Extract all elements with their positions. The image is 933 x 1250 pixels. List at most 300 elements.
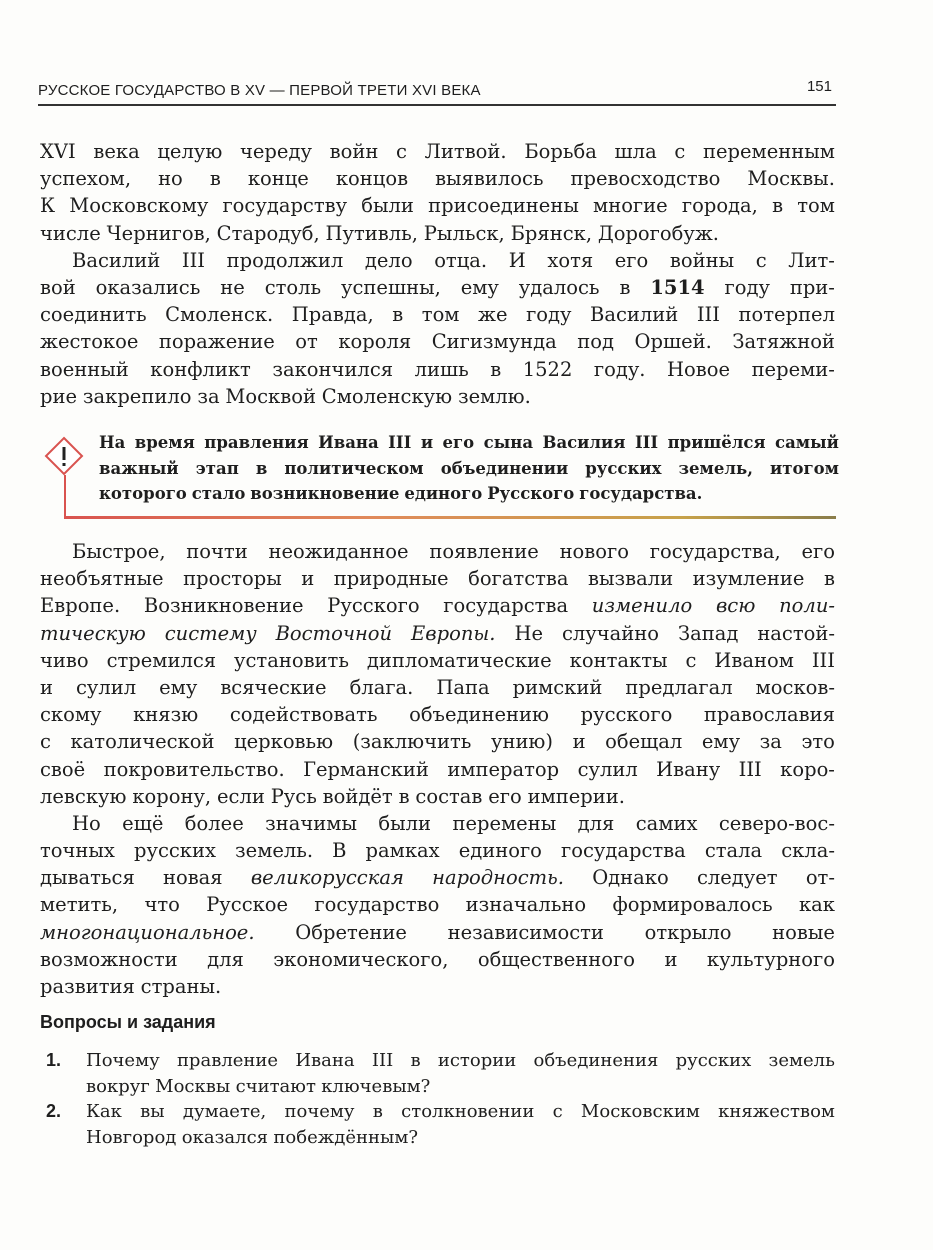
word: стало [191, 484, 246, 503]
word: III [371, 1050, 394, 1071]
word: Смоленскую [321, 384, 453, 408]
word: независимости [447, 920, 604, 944]
word: оказались [95, 275, 201, 299]
word: в [490, 357, 502, 381]
bold-word: 1514 [650, 275, 705, 299]
word: природные [333, 567, 449, 591]
word: побеждённым? [273, 1126, 419, 1148]
word: в [398, 784, 410, 808]
word: . [489, 621, 496, 645]
text-line [40, 810, 835, 837]
running-header [38, 78, 836, 106]
word: контакты [569, 648, 668, 672]
word: Однако [592, 866, 669, 890]
word: вызвали [588, 567, 674, 591]
emphasis-word: великорусская [250, 866, 404, 890]
word: и [301, 567, 315, 591]
word: как [798, 893, 835, 917]
word: целую [157, 140, 223, 163]
word: перемены [452, 811, 557, 835]
word: под [577, 330, 615, 354]
word: города, [681, 194, 758, 218]
word: просторы [183, 567, 282, 591]
word: предлагал [625, 675, 733, 699]
word: землю. [457, 384, 531, 408]
word: время [134, 433, 195, 452]
emphasis-word: народность. [432, 866, 564, 890]
word: империи. [527, 784, 625, 808]
word: экономического, [273, 947, 449, 971]
word: установить [234, 648, 349, 672]
word: не [220, 275, 245, 299]
word: III [634, 433, 659, 452]
word: Русь [270, 784, 317, 808]
word: 1522 [522, 357, 573, 381]
word: К [40, 194, 56, 218]
word: На [99, 433, 126, 452]
word: Литвой. [424, 140, 507, 163]
word: дываться [40, 866, 135, 890]
word: в [372, 1101, 383, 1122]
text-line [40, 946, 835, 973]
word: Иваном [714, 648, 794, 672]
word: единого [404, 484, 483, 503]
word: Рыльск, [423, 221, 505, 245]
question-line [86, 1048, 835, 1074]
word: при- [789, 275, 835, 299]
word: случайно [561, 621, 659, 645]
word: Стародуб, [216, 221, 320, 245]
word: государство [314, 893, 440, 917]
word: III [388, 433, 412, 452]
word: своё [40, 757, 86, 781]
text-line [40, 837, 835, 864]
word: сулил [577, 757, 638, 781]
word: пришёлся [667, 433, 766, 452]
word: с [40, 730, 51, 754]
word: Смоленск. [165, 303, 274, 327]
question-line [86, 1074, 835, 1100]
word: содействовать [229, 703, 378, 727]
word: государства [560, 839, 686, 863]
word: русских [675, 1050, 752, 1071]
word: переми- [751, 357, 835, 381]
questions-heading: Вопросы и задания [40, 1012, 216, 1032]
word: его [614, 248, 649, 272]
word: том [421, 303, 460, 327]
word: в [410, 1050, 421, 1071]
word: правление [176, 1050, 279, 1071]
word: в [255, 458, 268, 478]
word: и [664, 947, 678, 971]
text-line [40, 620, 835, 647]
word: самый [775, 433, 839, 452]
word: настой- [757, 621, 835, 645]
text-line [40, 674, 835, 701]
word: культурного [706, 947, 835, 971]
word: важный [99, 458, 179, 478]
word: Германский [303, 757, 429, 781]
callout-rule-vertical [64, 475, 66, 518]
word: Брянск, [510, 221, 593, 245]
word: истории [437, 1050, 517, 1071]
word: Русского [327, 594, 420, 618]
word: Московскому [69, 194, 209, 218]
word: с [396, 140, 407, 163]
word: стремился [106, 648, 217, 672]
word: в [772, 194, 784, 218]
word: Возникновение [143, 594, 304, 618]
word: ещё [122, 811, 164, 835]
word: ему [701, 730, 741, 754]
word: короля [338, 330, 412, 354]
word: ему [460, 275, 499, 299]
word: оказался [181, 1126, 269, 1148]
word: блага. [349, 675, 414, 699]
word: ему [159, 675, 198, 699]
word: князю [133, 703, 199, 727]
word: Лит- [788, 248, 835, 272]
word: Новгород [86, 1126, 177, 1148]
word: точных [40, 839, 115, 863]
word: . [557, 866, 564, 890]
word: жестокое [40, 330, 139, 354]
word: дипломатические [366, 648, 552, 672]
word: объединения [533, 1050, 659, 1071]
text-line [40, 728, 835, 755]
word: ключевым? [321, 1075, 431, 1097]
emphasis-word: тическую [40, 621, 146, 645]
word: войдёт [322, 784, 393, 808]
word: столь [264, 275, 322, 299]
word: Новое [667, 357, 731, 381]
word: были [361, 194, 414, 218]
word: что [144, 893, 180, 917]
word: Василий [590, 303, 679, 327]
word: скому [40, 703, 102, 727]
word: Не [514, 621, 543, 645]
word: многие [593, 194, 668, 218]
word: превосходство [570, 167, 721, 191]
word: Москвы. [747, 167, 835, 191]
word: году [526, 303, 572, 327]
word: метить, [40, 893, 119, 917]
word: Запад [677, 621, 739, 645]
word: в [209, 167, 221, 191]
text-line [40, 328, 835, 355]
text-line [40, 973, 835, 1000]
question-line [86, 1099, 835, 1125]
text-line [40, 356, 835, 383]
word: император [447, 757, 560, 781]
word: для [577, 811, 615, 835]
text-line [40, 192, 835, 219]
word: Но [72, 811, 101, 835]
word: с [685, 648, 697, 672]
word: выявилось [435, 167, 544, 191]
word: Папа [436, 675, 490, 699]
callout-rule-horizontal [64, 516, 836, 519]
word: и [40, 675, 53, 699]
word: более [184, 811, 244, 835]
word: скла- [781, 839, 835, 863]
word: и [420, 433, 434, 452]
word: вы [140, 1101, 165, 1122]
word: православия [703, 703, 835, 727]
word: изумление [692, 567, 805, 591]
word: этап [195, 458, 239, 478]
emphasis-word: Восточной [275, 621, 393, 645]
chapter-title: РУССКОЕ ГОСУДАРСТВО В XV — ПЕРВОЙ ТРЕТИ XVI ВЕКА [38, 82, 481, 99]
word: потерпел [738, 303, 835, 327]
word: в [392, 303, 404, 327]
word: от [295, 330, 318, 354]
word: корону, [132, 784, 212, 808]
word: же [478, 303, 508, 327]
word: Московским [580, 1101, 700, 1122]
word: его [442, 433, 475, 452]
word: богатства [468, 567, 569, 591]
word: Василия [542, 433, 626, 452]
word: нового [559, 540, 629, 563]
word: почему [284, 1101, 355, 1122]
text-line [40, 138, 835, 165]
word: это [801, 730, 835, 754]
word: удалось [518, 275, 600, 299]
word: III [181, 248, 205, 272]
word: Русское [206, 893, 289, 917]
word: Путивль, [325, 221, 418, 245]
word: Ивана [295, 1050, 355, 1071]
word: хотя [547, 248, 594, 272]
word: закрепило [82, 384, 192, 408]
word: всяческие [220, 675, 327, 699]
text-line [40, 783, 835, 810]
word: вокруг [86, 1075, 150, 1097]
word: вой [40, 275, 76, 299]
word: Почему [86, 1050, 160, 1071]
word: . [248, 920, 255, 944]
word: государства. [579, 484, 703, 503]
word: русских [133, 839, 216, 863]
word: столкновении [401, 1101, 535, 1122]
word: земель [768, 1050, 835, 1071]
text-line [40, 701, 835, 728]
text-line [40, 383, 835, 410]
word: следует [696, 866, 778, 890]
word: северо-вос- [718, 811, 835, 835]
word: государства, [649, 540, 781, 563]
word: в [823, 567, 835, 591]
word: коро- [780, 757, 835, 781]
word: поражение [158, 330, 275, 354]
word: земель. [235, 839, 314, 863]
word: закончился [272, 357, 394, 381]
text-block-2 [40, 538, 835, 1000]
word: левскую [40, 784, 127, 808]
word: от- [805, 866, 835, 890]
word: стала [704, 839, 763, 863]
word: его [488, 784, 522, 808]
word: Москвой [225, 384, 316, 408]
word: Ивану [656, 757, 721, 781]
word: военный [40, 357, 129, 381]
word: И [508, 248, 526, 272]
word: обещал [605, 730, 683, 754]
word: объединению [409, 703, 550, 727]
word: неожиданное [268, 540, 409, 563]
text-line [40, 756, 835, 783]
text-line [40, 247, 835, 274]
emphasis-word: Европы. [411, 621, 496, 645]
word: переменным [703, 140, 835, 163]
word: том [797, 194, 835, 218]
word: XVI [40, 140, 76, 163]
callout-line [99, 481, 839, 507]
word: и [572, 730, 586, 754]
word: Москвы [155, 1075, 231, 1097]
word: новая [162, 866, 223, 890]
page-number: 151 [806, 78, 832, 95]
word: думаете, [182, 1101, 267, 1122]
question-number: 1. [46, 1050, 62, 1070]
word: изначально [465, 893, 587, 917]
word: москов- [755, 675, 835, 699]
word: Затяжной [732, 330, 835, 354]
word: году. [593, 357, 646, 381]
word: (заключить [352, 730, 472, 754]
word: государству [222, 194, 348, 218]
word: римский [512, 675, 603, 699]
word: века [93, 140, 140, 163]
callout-line [99, 456, 839, 482]
exclamation-diamond-icon [44, 436, 84, 476]
word: числе [40, 221, 101, 245]
word: считают [235, 1075, 316, 1097]
word: Борьба [524, 140, 597, 163]
text-line [40, 220, 835, 247]
word: новые [772, 920, 835, 944]
word: череду [240, 140, 312, 163]
word: III [811, 648, 835, 672]
word: в [619, 275, 631, 299]
word: Оршей. [634, 330, 712, 354]
word: войны [669, 248, 735, 272]
word: соединить [40, 303, 147, 327]
word: формировалось [612, 893, 773, 917]
word: конце [247, 167, 309, 191]
word: открыло [644, 920, 732, 944]
word: почти [186, 540, 248, 563]
text-line [40, 538, 835, 565]
word: Дорогобуж. [597, 221, 719, 245]
text-line [40, 565, 835, 592]
word: за [197, 384, 220, 408]
word: продолжил [226, 248, 344, 272]
emphasis-word: многонациональное. [40, 920, 255, 944]
word: необъятные [40, 567, 164, 591]
text-line [40, 165, 835, 192]
text-line [40, 919, 835, 946]
emphasis-word: поли- [779, 594, 835, 618]
emphasis-word: всю [715, 594, 756, 618]
word: шла [614, 140, 657, 163]
text-line [40, 647, 835, 674]
text-line [40, 301, 835, 328]
word: рамках [365, 839, 440, 863]
text-line [40, 864, 835, 891]
word: сулил [75, 675, 137, 699]
word: лишь [414, 357, 469, 381]
word: политическом [284, 458, 424, 478]
word: земель, [678, 458, 753, 478]
word: присоединены [428, 194, 579, 218]
word: Ивана [318, 433, 379, 452]
word: рие [40, 384, 78, 408]
word: Быстрое, [72, 540, 166, 563]
word: войн [329, 140, 379, 163]
word: значимы [265, 811, 357, 835]
word: успешны, [341, 275, 441, 299]
word: католической [70, 730, 215, 754]
word: Василий [72, 248, 161, 272]
word: концов [335, 167, 409, 191]
word: но [158, 167, 183, 191]
word: страны. [140, 975, 222, 998]
word: успехом, [40, 167, 132, 191]
word: развития [40, 975, 135, 998]
word: русского [580, 703, 673, 727]
word: государства [443, 594, 569, 618]
word: для [207, 947, 244, 971]
word: году [724, 275, 770, 299]
word: с [552, 1101, 563, 1122]
word: отца. [434, 248, 488, 272]
word: сына [483, 433, 534, 452]
word: конфликт [150, 357, 251, 381]
word: Чернигов, [106, 221, 211, 245]
word: единого [458, 839, 542, 863]
word: возникновение [250, 484, 400, 503]
word: В [332, 839, 347, 863]
word: Обретение [295, 920, 407, 944]
word: унию) [490, 730, 554, 754]
word: с [674, 140, 686, 163]
word: самих [635, 811, 698, 835]
word: русских [585, 458, 662, 478]
word: III [738, 757, 762, 781]
word: которого [99, 484, 187, 503]
question-item [40, 1048, 835, 1099]
word: объединении [440, 458, 569, 478]
word: появление [429, 540, 539, 563]
word: были [378, 811, 432, 835]
word: с [755, 248, 767, 272]
word: итогом [769, 458, 839, 478]
text-block-1 [40, 138, 835, 410]
word: покровительство. [103, 757, 285, 781]
emphasis-word: систему [164, 621, 257, 645]
question-item [40, 1099, 835, 1150]
question-line [86, 1125, 835, 1151]
word: княжеством [718, 1101, 835, 1122]
word: III [696, 303, 720, 327]
text-line [40, 274, 835, 301]
word: Европе. [40, 594, 121, 618]
word: дело [364, 248, 413, 272]
word: если [216, 784, 265, 808]
word: Русского [487, 484, 575, 503]
